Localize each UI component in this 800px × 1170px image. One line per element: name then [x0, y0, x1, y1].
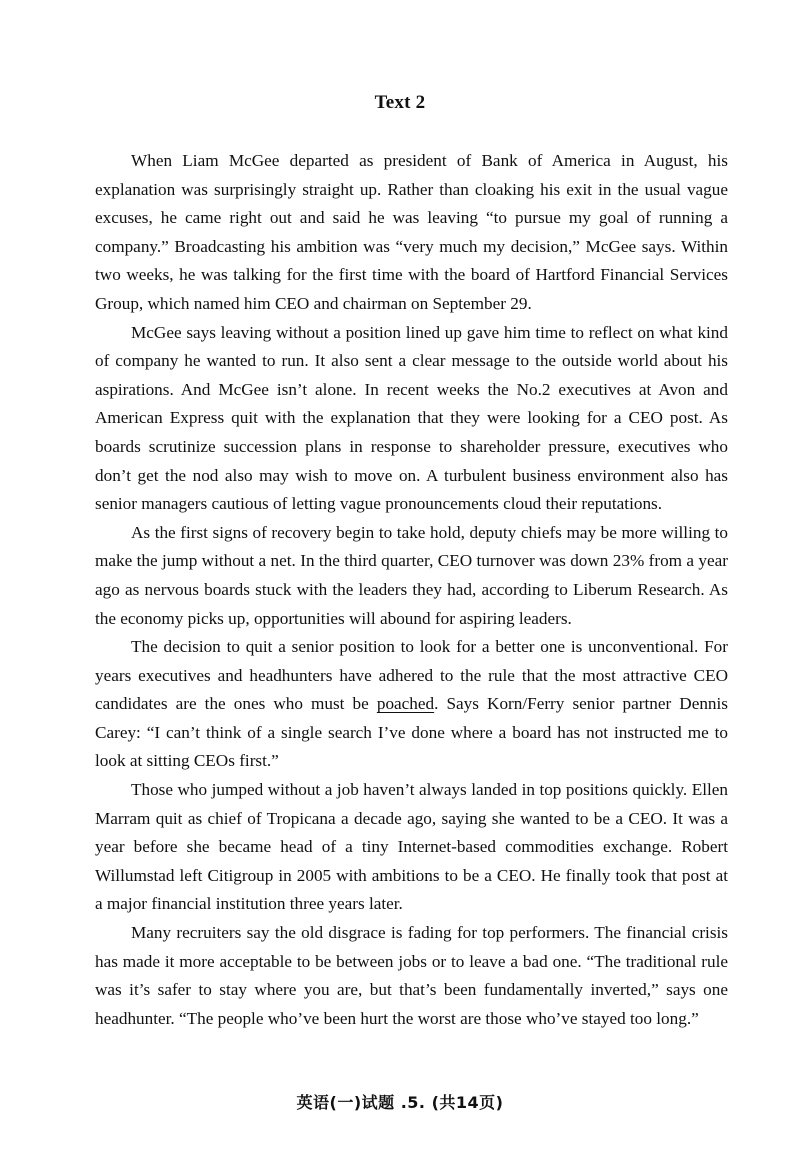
paragraph-2: McGee says leaving without a position lined up gave him time to reflect on what kind of company he wanted to run. It also sent a clear message to the outside world about his aspirations. And McGee isn’t alone. In recent weeks the No.2 executives at Avon and American Express quit with the explanation that they were looking for a CEO post. As boards scrutinize succession plans in response to shareholder pressure, executives who don’t get the nod also may wish to move on. A turbulent business environment also has senior managers cautious of letting vague pronouncements cloud their reputations. — [95, 322, 728, 514]
paragraph-3: As the first signs of recovery begin to take hold, deputy chiefs may be more willing to make the jump without a net. In the third quarter, CEO turnover was down 23% from a year ago as nervous boards stuck with the leaders they had, according to Liberum Research. As the economy picks up, opportunities will abound for aspiring leaders. — [95, 522, 728, 628]
paragraph-4-after: . Says Korn/Ferry senior partner Dennis Carey: “I can’t think of a single search I’ve done where a board has not instructed me to look at sitting CEOs first.” — [95, 694, 728, 771]
paragraph-5: Those who jumped without a job haven’t always landed in top positions quickly. Ellen Marram quit as chief of Tropicana a decade ago, saying she wanted to be a CEO. It was a year before she became head of a tiny Internet-based commodities exchange. Robert Willumstad left Citigroup in 2005 with ambitions to be a CEO. He finally took that post at a major financial institution three years later. — [95, 780, 728, 914]
page-footer: 英语(一)试题 .5. (共14页) — [296, 1093, 504, 1112]
underlined-word: poached — [376, 694, 435, 714]
passage-body — [95, 147, 728, 1033]
paragraph-1: When Liam McGee departed as president of Bank of America in August, his explanation was surprisingly straight up. Rather than cloaking his exit in the usual vague excuses, he came right out and said he was leaving “to pursue my goal of running a company.” Broadcasting his ambition was “very much my decision,” McGee says. Within two weeks, he was talking for the first time with the board of Hartford Financial Services Group, which named him CEO and chairman on September 29. — [95, 151, 728, 313]
paragraph-6: Many recruiters say the old disgrace is fading for top performers. The financial crisis has made it more acceptable to be between jobs or to leave a bad one. “The traditional rule was it’s safer to stay where you are, but that’s been fundamentally inverted,” says one headhunter. “The people who’ve been hurt the worst are those who’ve stayed too long.” — [95, 923, 728, 1028]
paragraph-4 — [95, 633, 728, 776]
paragraph-4-before: The decision to quit a senior position to look for a better one is unconventional. For years executives and headhunters have adhered to the rule that the most attractive CEO candidates are the ones who must be — [95, 637, 728, 714]
page-title: Text 2 — [374, 92, 426, 113]
